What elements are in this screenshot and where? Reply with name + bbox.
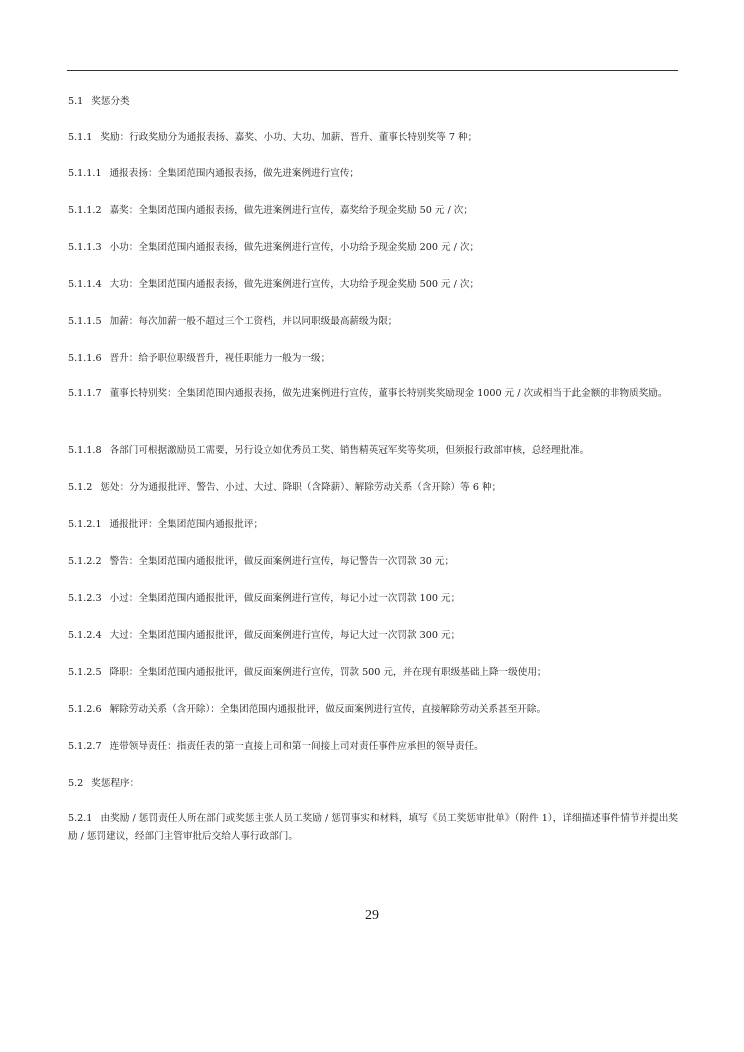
paragraph-text: 加薪：每次加薪一般不超过三个工资档，并以同职级最高薪级为限； [109,316,398,327]
paragraph-text: 降职：全集团范围内通报批评，做反面案例进行宣传，罚款 500 元，并在现有职级基础上降一级使用； [109,667,547,678]
paragraph-5-1-1-2 [68,201,678,220]
section-number: 5.1.1.4 [68,279,102,290]
paragraph-5-2-1 [68,810,678,846]
paragraph-5-1-2-6 [68,700,678,719]
section-number: 5.1.1.7 [68,388,102,399]
paragraph-5-1-2-2 [68,552,678,571]
paragraph-5-1-2-5 [68,663,678,682]
paragraph-text: 通报批评：全集团范围内通报批评； [109,519,264,530]
paragraph-5-1-1-1 [68,164,678,183]
section-number: 5.1.1.1 [68,168,102,179]
paragraph-5-1-2-3 [68,589,678,608]
paragraph-text: 小功：全集团范围内通报表扬，做先进案例进行宣传，小功给予现金奖励 200 元 / 次； [109,242,480,253]
paragraph-text: 连带领导责任：指责任表的第一直接上司和第一间接上司对责任事件应承担的领导责任。 [109,741,484,752]
section-number: 5.1.2.6 [68,704,102,715]
header-rule [67,70,678,71]
paragraph-text: 嘉奖：全集团范围内通报表扬，做先进案例进行宣传，嘉奖给予现金奖励 50 元 / 次； [109,205,473,216]
paragraph-text: 大过：全集团范围内通报批评，做反面案例进行宣传，每记大过一次罚款 300 元； [109,630,461,641]
section-number: 5.2 [68,778,84,789]
paragraph-5-1-2-7 [68,737,678,756]
paragraph-5-2 [68,774,678,793]
paragraph-5-1-1 [68,128,678,147]
paragraph-text: 小过：全集团范围内通报批评，做反面案例进行宣传，每记小过一次罚款 100 元； [109,593,461,604]
paragraph-text: 解除劳动关系（含开除）：全集团范围内通报批评，做反面案例进行宣传，直接解除劳动关系甚至开除。 [109,704,547,715]
section-number: 5.1.2.3 [68,593,102,604]
section-number: 5.1.1.2 [68,205,102,216]
paragraph-5-1-1-8 [68,441,678,460]
section-number: 5.1.2 [68,482,93,493]
paragraph-text: 警告：全集团范围内通报批评，做反面案例进行宣传，每记警告一次罚款 30 元； [109,556,455,567]
paragraph-text: 大功：全集团范围内通报表扬，做先进案例进行宣传，大功给予现金奖励 500 元 / 次； [109,279,480,290]
section-number: 5.1.2.5 [68,667,102,678]
section-number: 5.1.2.7 [68,741,102,752]
section-number: 5.1.1.5 [68,316,102,327]
paragraph-5-1-2-1 [68,515,678,534]
paragraph-5-1-1-5 [68,312,678,331]
section-number: 5.1 [68,96,84,107]
paragraph-text: 晋升：给予职位职级晋升，视任职能力一般为一级； [109,353,331,364]
paragraph-5-1-2-4 [68,626,678,645]
section-number: 5.1.1.3 [68,242,102,253]
paragraph-text: 董事长特别奖：全集团范围内通报表扬，做先进案例进行宣传，董事长特别奖奖励现金 1000 元 / 次或相当于此金额的非物质奖励。 [109,388,668,399]
paragraph-5-1-1-4 [68,275,678,294]
paragraph-text: 奖励：行政奖励分为通报表扬、嘉奖、小功、大功、加薪、晋升、董事长特别奖等 7 种； [100,132,478,143]
section-number: 5.1.1.6 [68,353,102,364]
paragraph-5-1 [68,92,678,111]
paragraph-text: 通报表扬：全集团范围内通报表扬，做先进案例进行宣传； [109,168,360,179]
paragraph-text: 奖惩程序： [91,778,140,789]
page-number: 29 [365,908,379,923]
section-number: 5.1.2.2 [68,556,102,567]
paragraph-5-1-2 [68,478,678,497]
paragraph-text: 奖惩分类 [91,96,130,107]
section-number: 5.2.1 [68,813,93,824]
paragraph-text: 惩处：分为通报批评、警告、小过、大过、降职（含降薪）、解除劳动关系（含开除）等 6 种； [100,482,502,493]
paragraph-5-1-1-7 [68,385,678,403]
paragraph-text: 各部门可根据激励员工需要，另行设立如优秀员工奖、销售精英冠军奖等奖项，但须报行政部审核，总经理批准。 [109,445,590,456]
paragraph-5-1-1-3 [68,238,678,257]
section-number: 5.1.1 [68,132,93,143]
section-number: 5.1.1.8 [68,445,102,456]
paragraph-text: 由奖励 / 惩罚责任人所在部门或奖惩主张人员工奖励 / 惩罚事实和材料，填写《员工奖惩审批单》（附件 1），详细描述事件情节并提出奖励 / 惩罚建议，经部门主管审批后交给人事行政部门。 [68,813,678,842]
paragraph-5-1-1-6 [68,349,678,368]
section-number: 5.1.2.4 [68,630,102,641]
section-number: 5.1.2.1 [68,519,102,530]
